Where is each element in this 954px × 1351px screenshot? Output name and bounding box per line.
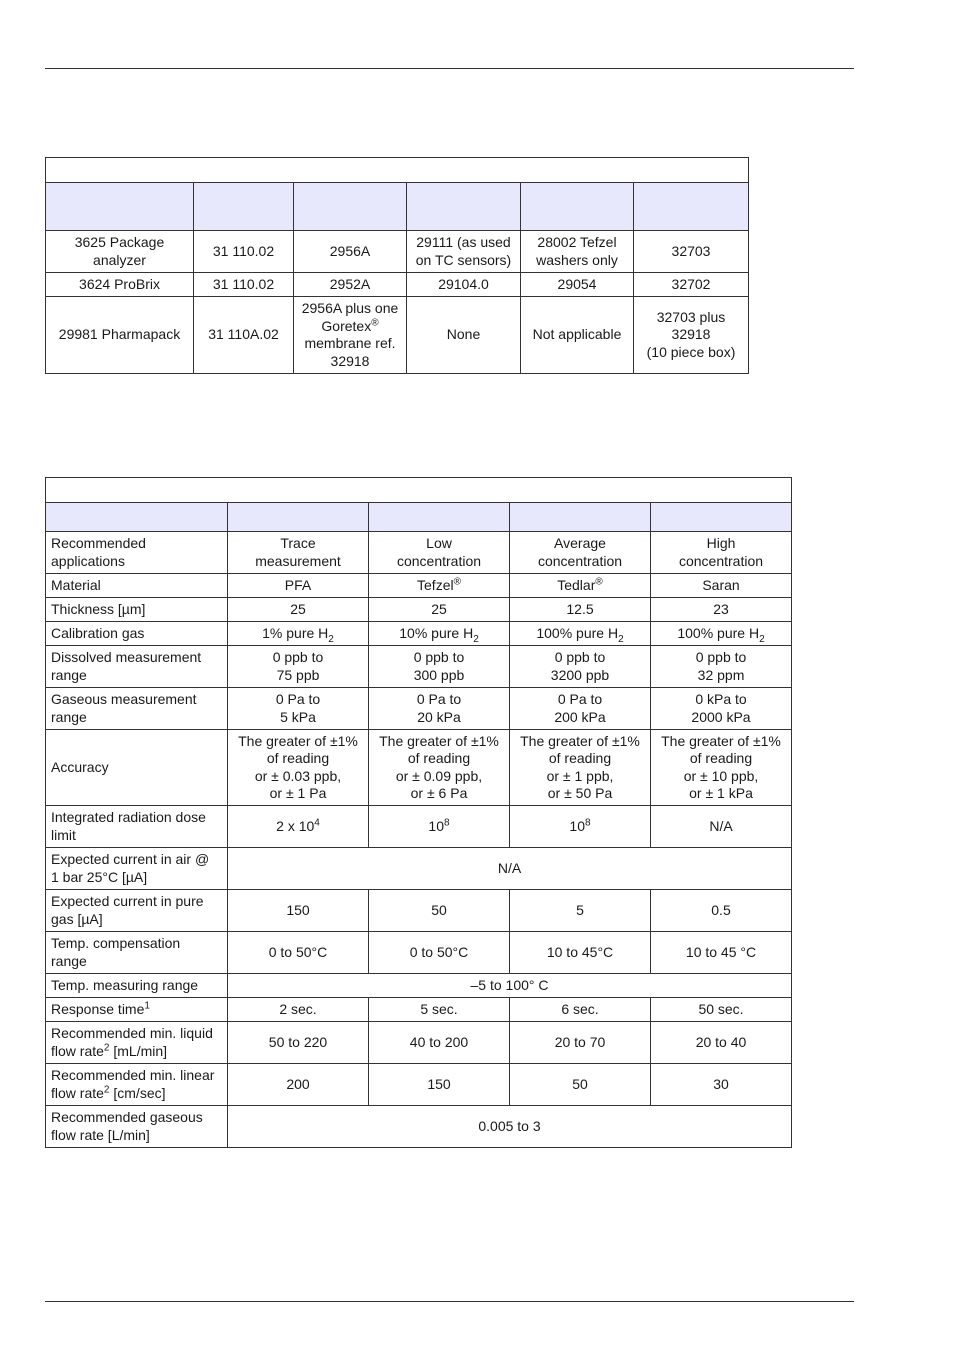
cell: 0 Pa to 200 kPa	[510, 688, 651, 730]
cell: None	[407, 297, 521, 374]
cell: 25	[228, 598, 369, 622]
cell: –5 to 100° C	[228, 974, 792, 998]
row-label: Thickness [µm]	[46, 598, 228, 622]
table-row	[46, 598, 792, 622]
cell: 0 ppb to 32 ppm	[651, 646, 792, 688]
cell: 28002 Tefzel washers only	[521, 231, 634, 273]
cell: 100% pure $H_2$	[510, 622, 651, 646]
cell: 50	[510, 1064, 651, 1106]
header-cell	[369, 503, 510, 532]
row-label: Recommended gaseous flow rate [L/min]	[46, 1106, 228, 1148]
header-cell	[194, 183, 294, 231]
cell: 0 ppb to 75 ppb	[228, 646, 369, 688]
cell: 5	[510, 890, 651, 932]
cell: Tefzel®	[369, 574, 510, 598]
cell: 0 ppb to 3200 ppb	[510, 646, 651, 688]
row-label: Temp. compensation range	[46, 932, 228, 974]
table-row	[46, 297, 749, 374]
table-row	[46, 848, 792, 890]
cell: The greater of ±1% of reading or ± 0.09 ppb, or ± 6 Pa	[369, 730, 510, 806]
cell: 50 sec.	[651, 998, 792, 1022]
table-header-row	[46, 183, 749, 231]
table-row	[46, 730, 792, 806]
table-row	[46, 1022, 792, 1064]
cell: The greater of ±1% of reading or ± 0.03 ppb, or ± 1 Pa	[228, 730, 369, 806]
cell: 12.5	[510, 598, 651, 622]
cell: The greater of ±1% of reading or ± 10 ppb, or ± 1 kPa	[651, 730, 792, 806]
cell: 0.005 to 3	[228, 1106, 792, 1148]
cell: Not applicable	[521, 297, 634, 374]
row-label: Gaseous measurement range	[46, 688, 228, 730]
table-row	[46, 622, 792, 646]
header-cell	[228, 503, 369, 532]
table-row	[46, 688, 792, 730]
table-row	[46, 890, 792, 932]
cell: PFA	[228, 574, 369, 598]
cell: Trace measurement	[228, 532, 369, 574]
table-row	[46, 574, 792, 598]
cell: 0.5	[651, 890, 792, 932]
table-row	[46, 932, 792, 974]
cell: High concentration	[651, 532, 792, 574]
row-label: Temp. measuring range	[46, 974, 228, 998]
cell: 32702	[634, 273, 749, 297]
cell: 150	[369, 1064, 510, 1106]
cell: 31 110.02	[194, 231, 294, 273]
cell: 25	[369, 598, 510, 622]
cell: 0 Pa to 5 kPa	[228, 688, 369, 730]
cell: 2952A	[294, 273, 407, 297]
membrane-specifications-table	[45, 477, 792, 1148]
table-title-cell	[46, 158, 749, 183]
cell: N/A	[651, 806, 792, 848]
cell: 30	[651, 1064, 792, 1106]
header-cell	[634, 183, 749, 231]
cell: 10 to 45 °C	[651, 932, 792, 974]
header-cell	[407, 183, 521, 231]
row-label: Accuracy	[46, 730, 228, 806]
row-label: Response time$^1$	[46, 998, 228, 1022]
cell: 31 110A.02	[194, 297, 294, 374]
row-label: Expected current in pure gas [µA]	[46, 890, 228, 932]
cell: 10% pure $H_2$	[369, 622, 510, 646]
cell: 100% pure $H_2$	[651, 622, 792, 646]
row-label: Integrated radiation dose limit	[46, 806, 228, 848]
cell: 5 sec.	[369, 998, 510, 1022]
header-cell	[294, 183, 407, 231]
table-row	[46, 231, 749, 273]
cell: 2956A	[294, 231, 407, 273]
cell: $10^8$	[510, 806, 651, 848]
table-row	[46, 273, 749, 297]
table-header-row	[46, 503, 792, 532]
row-label: Recommended min. liquid flow rate$^2$ [mL/min]	[46, 1022, 228, 1064]
table-title-row	[46, 158, 749, 183]
footer-rule	[45, 1301, 854, 1302]
cell: 3624 ProBrix	[46, 273, 194, 297]
row-label: Expected current in air @ 1 bar 25°C [µA]	[46, 848, 228, 890]
cell: 20 to 40	[651, 1022, 792, 1064]
table-row	[46, 806, 792, 848]
cell: 29054	[521, 273, 634, 297]
cell: 0 ppb to 300 ppb	[369, 646, 510, 688]
cell: 31 110.02	[194, 273, 294, 297]
header-cell	[46, 503, 228, 532]
cell: 1% pure $H_2$	[228, 622, 369, 646]
cell: 29104.0	[407, 273, 521, 297]
row-label: Recommended applications	[46, 532, 228, 574]
table-row	[46, 1064, 792, 1106]
row-label: Dissolved measurement range	[46, 646, 228, 688]
cell: 200	[228, 1064, 369, 1106]
cell: 0 Pa to 20 kPa	[369, 688, 510, 730]
cell: 20 to 70	[510, 1022, 651, 1064]
table-title-row	[46, 478, 792, 503]
table-row	[46, 1106, 792, 1148]
cell: 23	[651, 598, 792, 622]
cell: 2 x $10^4$	[228, 806, 369, 848]
cell: 32703 plus 32918 (10 piece box)	[634, 297, 749, 374]
row-label: Material	[46, 574, 228, 598]
table-row	[46, 974, 792, 998]
cell: 0 to 50°C	[228, 932, 369, 974]
cell: 29111 (as used on TC sensors)	[407, 231, 521, 273]
cell: Tedlar®	[510, 574, 651, 598]
table-row	[46, 998, 792, 1022]
cell: 0 to 50°C	[369, 932, 510, 974]
cell: 150	[228, 890, 369, 932]
table-row	[46, 532, 792, 574]
table-row	[46, 646, 792, 688]
cell: Saran	[651, 574, 792, 598]
cell: 2 sec.	[228, 998, 369, 1022]
cell: 32703	[634, 231, 749, 273]
cell: 50 to 220	[228, 1022, 369, 1064]
cell: 2956A plus one Goretex® membrane ref. 32918	[294, 297, 407, 374]
cell: Average concentration	[510, 532, 651, 574]
header-rule	[45, 68, 854, 69]
table-title-cell	[46, 478, 792, 503]
cell: N/A	[228, 848, 792, 890]
replacement-parts-table	[45, 157, 749, 374]
header-cell	[510, 503, 651, 532]
row-label: Calibration gas	[46, 622, 228, 646]
cell: $10^8$	[369, 806, 510, 848]
cell: Low concentration	[369, 532, 510, 574]
cell: 29981 Pharmapack	[46, 297, 194, 374]
cell: The greater of ±1% of reading or ± 1 ppb, or ± 50 Pa	[510, 730, 651, 806]
header-cell	[651, 503, 792, 532]
cell: 50	[369, 890, 510, 932]
cell: 3625 Package analyzer	[46, 231, 194, 273]
header-cell	[46, 183, 194, 231]
cell: 10 to 45°C	[510, 932, 651, 974]
row-label: Recommended min. linear flow rate$^2$ [cm/sec]	[46, 1064, 228, 1106]
cell: 40 to 200	[369, 1022, 510, 1064]
cell: 6 sec.	[510, 998, 651, 1022]
header-cell	[521, 183, 634, 231]
cell: 0 kPa to 2000 kPa	[651, 688, 792, 730]
